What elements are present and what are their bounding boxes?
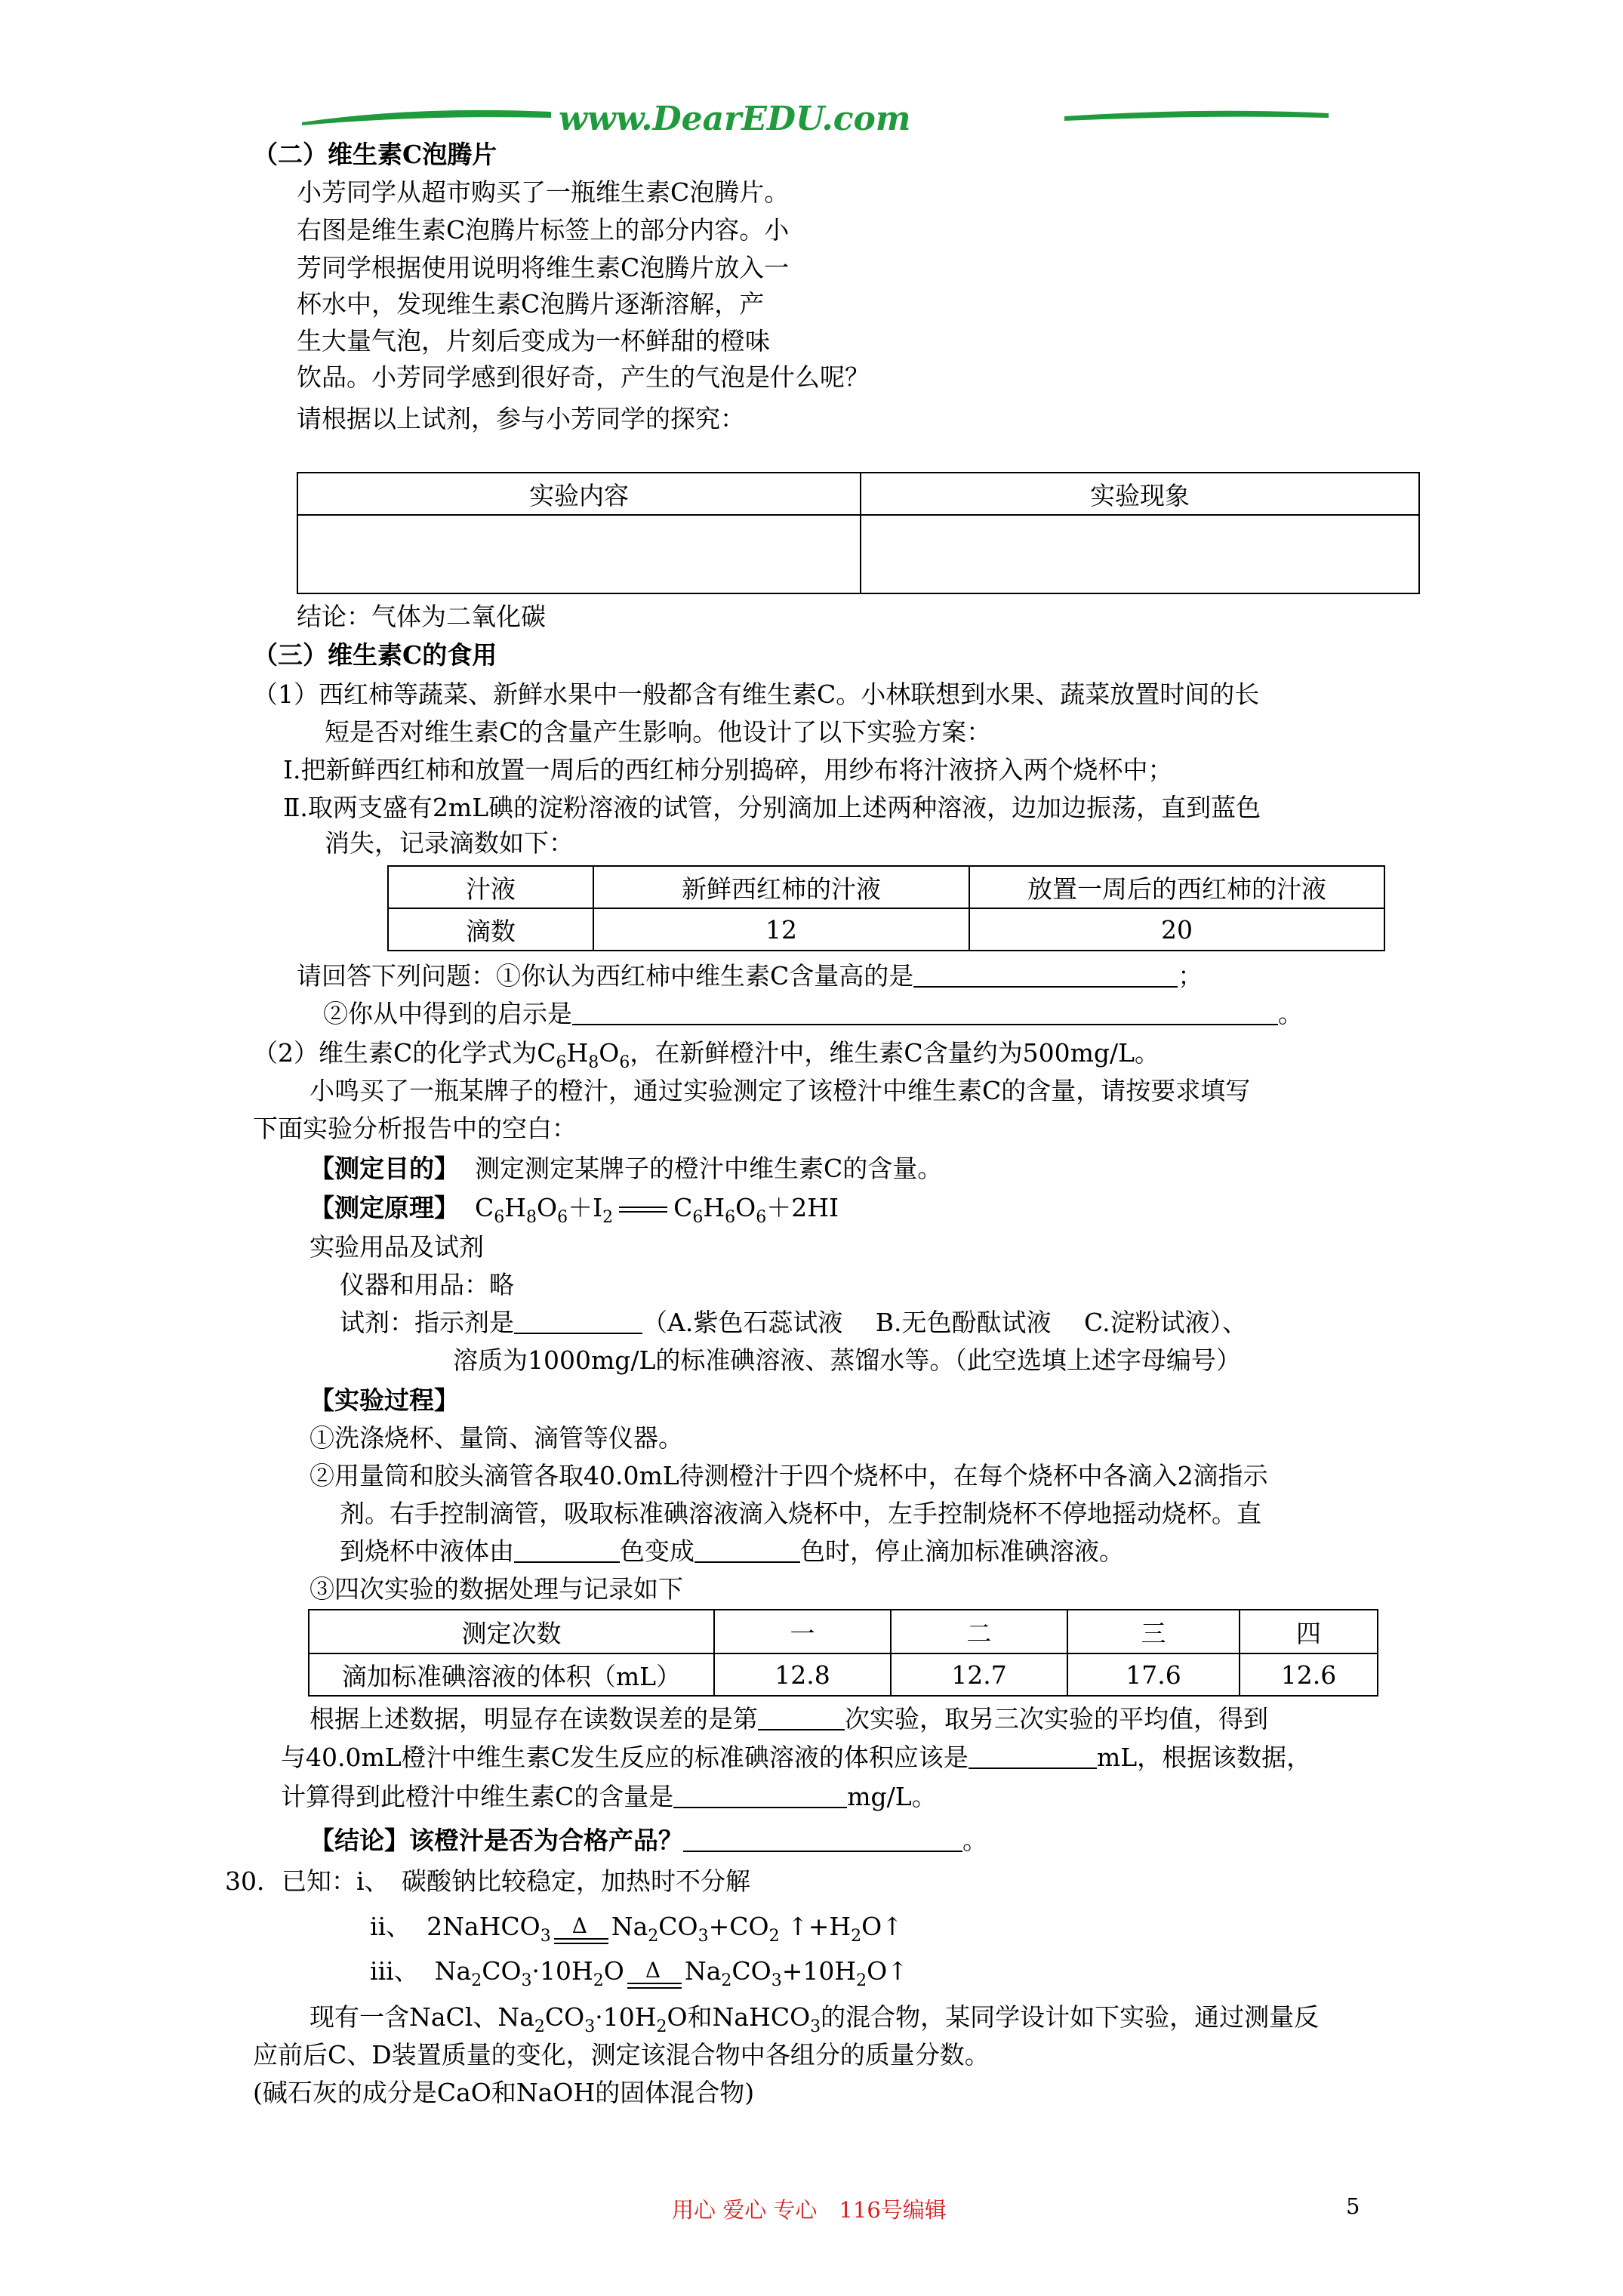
table-cell-phenomenon bbox=[861, 515, 1419, 593]
ask-1: 请回答下列问题：①你认为西红柿中维生素C含量高的是 ； bbox=[297, 961, 1203, 991]
drops-header-week: 放置一周后的西红柿的汁液 bbox=[969, 866, 1384, 908]
process-2-line-3: 到烧杯中液体由 色变成 色时，停止滴加标准碘溶液。 bbox=[340, 1536, 1124, 1566]
materials: 实验用品及试剂 bbox=[310, 1232, 484, 1262]
section-2-line-1: 小芳同学从超市购买了一瓶维生素C泡腾片。 bbox=[297, 177, 790, 207]
ask-2: ②你从中得到的启示是 。 bbox=[323, 999, 1303, 1028]
process-2-line-2: 剂。右手控制滴管，吸取标准碘溶液滴入烧杯中，左手控制烧杯不停地摇动烧杯。直 bbox=[340, 1499, 1261, 1528]
drops-table bbox=[387, 865, 1385, 951]
titration-value-4: 12.6 bbox=[1240, 1653, 1378, 1696]
calc-line-1: 根据上述数据，明显存在读数误差的是第 次实验，取另三次实验的平均值，得到 bbox=[310, 1704, 1268, 1734]
section-3-title: （三）维生素C的食用 bbox=[253, 640, 497, 670]
titration-header-3: 三 bbox=[1067, 1610, 1240, 1653]
volume-blank[interactable] bbox=[969, 1745, 1097, 1769]
table-header-phenomenon: 实验现象 bbox=[861, 473, 1419, 515]
error-trial-blank[interactable] bbox=[758, 1706, 845, 1730]
color-from-blank[interactable] bbox=[514, 1539, 620, 1563]
drops-row-label: 滴数 bbox=[388, 908, 593, 951]
equals-double-line bbox=[619, 1207, 667, 1213]
calc-line-3: 计算得到此橙汁中维生素C的含量是 mg/L。 bbox=[281, 1782, 937, 1811]
principle: 【测定原理】 $C_6H_8O_6+I_2$ $C_6H_6O_6+2HI$ bbox=[310, 1193, 839, 1227]
answer-blank-2[interactable] bbox=[572, 1001, 1278, 1025]
titration-header-trial: 测定次数 bbox=[309, 1610, 714, 1653]
q30-intro: 30．已知：ⅰ、 碳酸钠比较稳定，加热时不分解 bbox=[225, 1866, 751, 1896]
q1-line-2: 短是否对维生素C的含量产生影响。他设计了以下实验方案： bbox=[325, 717, 992, 747]
q2-line-1: （2）维生素C的化学式为$C_6H_8O_6$，在新鲜橙汁中，维生素C含量约为500mg/L。 bbox=[253, 1038, 1160, 1072]
footer-text: 用心 爱心 专心 116号编辑 bbox=[672, 2197, 947, 2223]
q1-line-1: （1）西红柿等蔬菜、新鲜水果中一般都含有维生素C。小林联想到水果、蔬菜放置时间的长 bbox=[253, 680, 1260, 709]
titration-value-1: 12.8 bbox=[714, 1653, 891, 1696]
drops-week-value: 20 bbox=[969, 908, 1384, 951]
result-blank[interactable] bbox=[683, 1828, 962, 1852]
q30-line-1: 现有一含NaCl、$Na_2CO_3\cdot 10H_2O$和NaHCO$_3$的混合物，某同学设计如下实验，通过测量反 bbox=[310, 2002, 1320, 2036]
heat-equals-iii: Δ bbox=[627, 1966, 682, 1996]
step-2-line-2: 消失，记录滴数如下： bbox=[325, 828, 574, 858]
page-number: 5 bbox=[1346, 2193, 1360, 2219]
reagent-line-2: 溶质为1000mg/L的标准碘溶液、蒸馏水等。（此空选填上述字母编号） bbox=[453, 1345, 1241, 1375]
section-2-line-3: 芳同学根据使用说明将维生素C泡腾片放入一 bbox=[297, 253, 790, 282]
calc-line-2: 与40.0mL橙汁中维生素C发生反应的标准碘溶液的体积应该是 mL，根据该数据， bbox=[281, 1743, 1312, 1772]
section-2-line-5: 生大量气泡，片刻后变成为一杯鲜甜的橙味 bbox=[297, 326, 770, 356]
answer-blank-1[interactable] bbox=[913, 963, 1178, 988]
table-header-content: 实验内容 bbox=[297, 473, 861, 515]
process-label: 【实验过程】 bbox=[310, 1385, 459, 1415]
section-2-line-4: 杯水中，发现维生素C泡腾片逐渐溶解，产 bbox=[297, 289, 765, 319]
titration-header-4: 四 bbox=[1240, 1610, 1378, 1653]
step-1: Ⅰ.把新鲜西红柿和放置一周后的西红柿分别捣碎，用纱布将汁液挤入两个烧杯中； bbox=[283, 755, 1173, 784]
q2-line-3: 下面实验分析报告中的空白： bbox=[253, 1114, 577, 1143]
titration-row-label: 滴加标准碘溶液的体积（mL） bbox=[309, 1653, 714, 1696]
instruments: 仪器和用品：略 bbox=[340, 1270, 514, 1299]
process-1: ①洗涤烧杯、量筒、滴管等仪器。 bbox=[310, 1423, 683, 1453]
color-to-blank[interactable] bbox=[694, 1539, 800, 1563]
process-3: ③四次实验的数据处理与记录如下 bbox=[310, 1574, 683, 1604]
section-2-line-7: 请根据以上试剂，参与小芳同学的探究： bbox=[297, 404, 745, 433]
section-2-line-2: 右图是维生素C泡腾片标签上的部分内容。小 bbox=[297, 215, 790, 245]
purpose: 【测定目的】 测定测定某牌子的橙汁中维生素C的含量。 bbox=[310, 1154, 943, 1183]
titration-value-3: 17.6 bbox=[1067, 1653, 1240, 1696]
drops-fresh-value: 12 bbox=[593, 908, 969, 951]
titration-header-1: 一 bbox=[714, 1610, 891, 1653]
section-2-conclusion: 结论：气体为二氧化碳 bbox=[297, 602, 546, 631]
q2-line-2: 小鸣买了一瓶某牌子的橙汁，通过实验测定了该橙汁中维生素C的含量，请按要求填写 bbox=[310, 1076, 1251, 1105]
indicator-blank[interactable] bbox=[514, 1310, 642, 1334]
titration-header-2: 二 bbox=[891, 1610, 1067, 1653]
drops-header-fresh: 新鲜西红柿的汁液 bbox=[593, 866, 969, 908]
process-2-line-1: ②用量筒和胶头滴管各取40.0mL待测橙汁于四个烧杯中，在每个烧杯中各滴入2滴指示 bbox=[310, 1461, 1268, 1490]
result-line: 【结论】该橙汁是否为合格产品？ 。 bbox=[310, 1826, 987, 1855]
section-2-line-6: 饮品。小芳同学感到很好奇，产生的气泡是什么呢？ bbox=[297, 362, 870, 392]
q30-line-3: (碱石灰的成分是CaO和NaOH的固体混合物) bbox=[253, 2078, 755, 2107]
header-logo: www.DearEDU.com bbox=[559, 100, 911, 138]
content-blank[interactable] bbox=[673, 1784, 847, 1808]
drops-header-juice: 汁液 bbox=[388, 866, 593, 908]
titration-table bbox=[308, 1609, 1378, 1697]
titration-value-2: 12.7 bbox=[891, 1653, 1067, 1696]
q30-line-2: 应前后C、D装置质量的变化，测定该混合物中各组分的质量分数。 bbox=[253, 2040, 990, 2069]
q30-eq-iii: ⅲ、 $Na_2CO_3\cdot 10H_2O$ Δ $Na_2CO_3+10H_2O↑$ bbox=[370, 1956, 908, 1996]
step-2-line-1: Ⅱ.取两支盛有2mL碘的淀粉溶液的试管，分别滴加上述两种溶液，边加边振荡，直到蓝色 bbox=[283, 793, 1261, 822]
table-cell-content bbox=[297, 515, 861, 593]
reagent-line-1: 试剂：指示剂是 （A.紫色石蕊试液 B.无色酚酞试液 C.淀粉试液）、 bbox=[340, 1308, 1248, 1337]
experiment-table bbox=[297, 472, 1420, 594]
q30-eq-ii: ⅱ、 2NaHCO$_3$ Δ $Na_2CO_3+CO_2$ $↑+H_2O↑$ bbox=[370, 1912, 903, 1952]
section-2-title: （二）维生素C泡腾片 bbox=[253, 140, 497, 169]
heat-equals-ii: Δ bbox=[554, 1922, 608, 1952]
